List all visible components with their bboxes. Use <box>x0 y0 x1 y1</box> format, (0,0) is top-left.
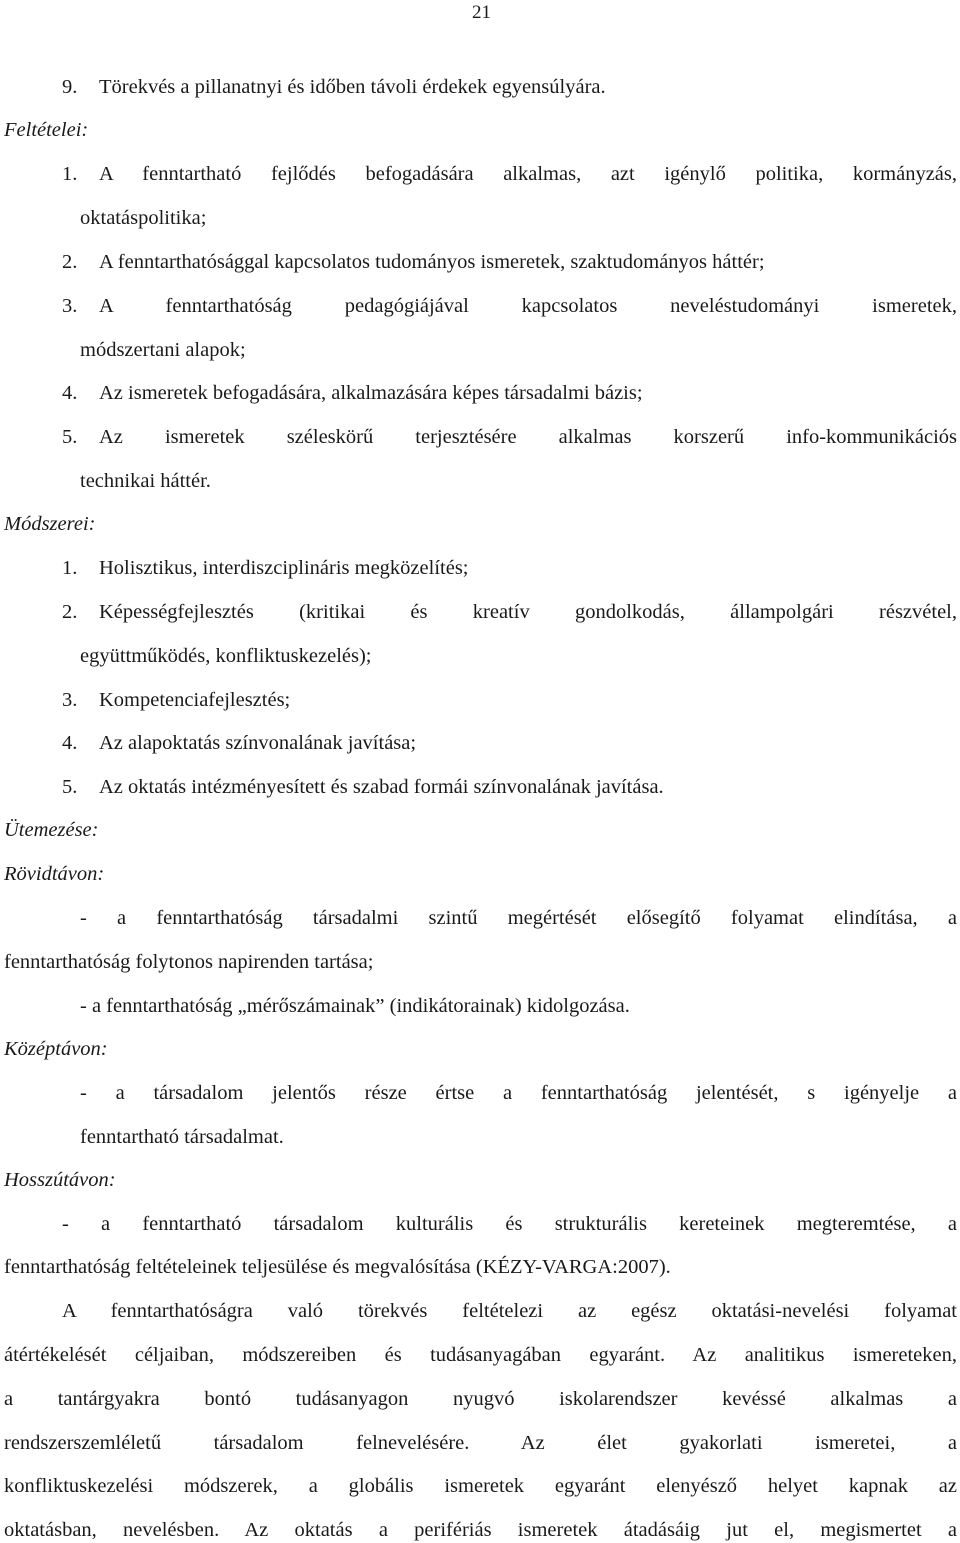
paragraph-text: konfliktuskezelési módszerek, a globális ismeretek egyaránt elenyésző helyet kapnak az <box>4 1475 957 1497</box>
item-text: Az ismeretek széleskörű terjesztésére alkalmas korszerű info-kommunikációs <box>99 426 957 448</box>
paragraph-text: átértékelését céljaiban, módszereiben és tudásanyagában egyaránt. Az analitikus ismereteken, <box>4 1344 957 1366</box>
item-number: 9. <box>62 76 78 98</box>
heading-text: Feltételei: <box>4 119 89 141</box>
item-number: 3. <box>62 295 78 317</box>
item-text: Kompetenciafejlesztés; <box>99 689 291 711</box>
item-text: A fenntarthatóság pedagógiájával kapcsolatos neveléstudományi ismeretek, <box>99 295 957 317</box>
heading-text: Rövidtávon: <box>4 863 105 885</box>
paragraph-text: - a fenntarthatóság „mérőszámainak” (indikátorainak) kidolgozása. <box>80 995 630 1017</box>
item-number: 5. <box>62 776 78 798</box>
heading-text: Középtávon: <box>4 1038 108 1060</box>
item-number: 4. <box>62 732 78 754</box>
heading-text: Hosszútávon: <box>4 1169 116 1191</box>
paragraph-text: oktatásban, nevelésben. Az oktatás a perifériás ismeretek átadásáig jut el, megismertet a <box>4 1519 957 1541</box>
item-number: 5. <box>62 426 78 448</box>
paragraph-text: - a társadalom jelentős része értse a fenntarthatóság jelentését, s igényelje a <box>80 1082 957 1104</box>
item-text: A fenntarthatósággal kapcsolatos tudományos ismeretek, szaktudományos háttér; <box>99 251 765 273</box>
item-text: Törekvés a pillanatnyi és időben távoli érdekek egyensúlyára. <box>99 76 606 98</box>
paragraph-text: A fenntarthatóságra való törekvés feltételezi az egész oktatási-nevelési folyamat <box>62 1300 957 1322</box>
item-text: együttműködés, konfliktuskezelés); <box>80 645 372 667</box>
item-text: oktatáspolitika; <box>80 207 207 229</box>
item-text: Az oktatás intézményesített és szabad formái színvonalának javítása. <box>99 776 664 798</box>
paragraph-text: rendszerszemléletű társadalom felnevelésére. Az élet gyakorlati ismeretei, a <box>4 1432 957 1454</box>
paragraph-text: fenntarthatóság folytonos napirenden tartása; <box>4 951 374 973</box>
item-text: technikai háttér. <box>80 470 211 492</box>
item-text: A fenntartható fejlődés befogadására alkalmas, azt igénylő politika, kormányzás, <box>99 163 957 185</box>
item-text: Képességfejlesztés (kritikai és kreatív gondolkodás, állampolgári részvétel, <box>99 601 957 623</box>
item-text: módszertani alapok; <box>80 339 246 361</box>
item-text: Az alapoktatás színvonalának javítása; <box>99 732 417 754</box>
paragraph-text: a tantárgyakra bontó tudásanyagon nyugvó iskolarendszer kevéssé alkalmas a <box>4 1388 957 1410</box>
item-number: 2. <box>62 601 78 623</box>
item-number: 2. <box>62 251 78 273</box>
item-number: 1. <box>62 557 78 579</box>
heading-text: Módszerei: <box>4 513 96 535</box>
page-number: 21 <box>472 2 491 23</box>
item-number: 3. <box>62 689 78 711</box>
item-number: 4. <box>62 382 78 404</box>
paragraph-text: - a fenntartható társadalom kulturális és strukturális kereteinek megteremtése, a <box>62 1213 957 1235</box>
paragraph-text: fenntarthatóság feltételeinek teljesülése és megvalósítása (KÉZY-VARGA:2007). <box>4 1256 671 1278</box>
item-number: 1. <box>62 163 78 185</box>
item-text: Holisztikus, interdiszciplináris megközelítés; <box>99 557 469 579</box>
item-text: Az ismeretek befogadására, alkalmazására képes társadalmi bázis; <box>99 382 643 404</box>
paragraph-text: - a fenntarthatóság társadalmi szintű megértését elősegítő folyamat elindítása, a <box>80 907 957 929</box>
paragraph-text: fenntartható társadalmat. <box>80 1126 284 1148</box>
heading-text: Ütemezése: <box>4 819 99 841</box>
